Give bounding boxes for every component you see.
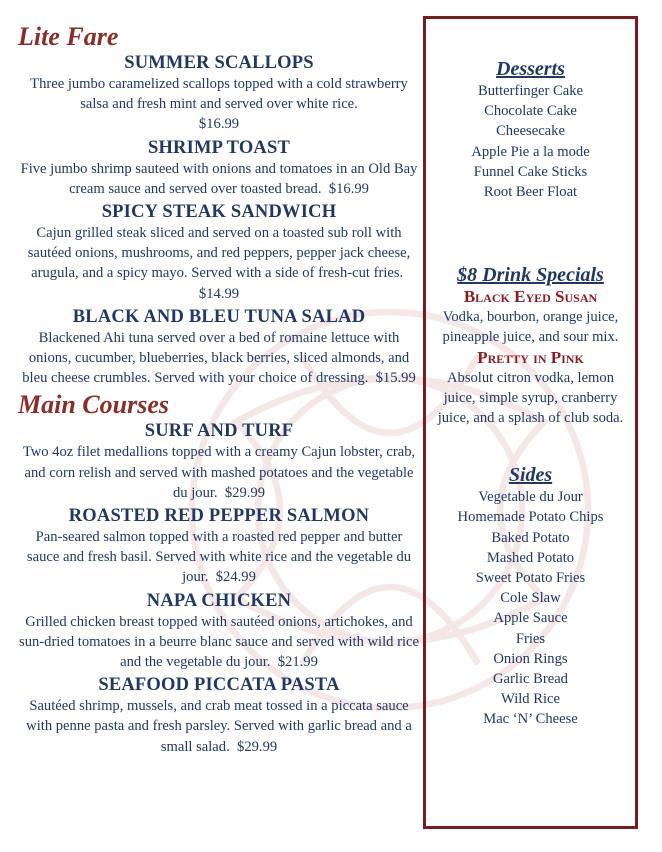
desserts-list <box>426 81 635 202</box>
drink-description: Absolut citron vodka, lemon juice, simple syrup, cranberry juice, and a splash of club soda. <box>437 369 624 427</box>
item-description: Sautéed shrimp, mussels, and crab meat tossed in a piccata sauce with penne pasta and fresh parsley. Served with garlic bread and a small salad. $29.99 <box>26 698 412 755</box>
drink-specials-heading: $8 Drink Specials <box>457 264 604 287</box>
item-name: SPICY STEAK SANDWICH <box>101 202 337 223</box>
item-description: Grilled chicken breast topped with sautéed onions, artichokes, and sun-dried tomatoes in a beurre blanc sauce and served with wild rice and the vegetable du jour. $21.99 <box>19 613 419 671</box>
menu-item <box>18 505 420 588</box>
menu-item <box>18 590 420 673</box>
item-description: Cajun grilled steak sliced and served on a toasted sub roll with sautéed onions, mushrooms, and red peppers, pepper jack cheese, arugula, and a spicy mayo. Served with a side of fresh-cut fries. $14.99 <box>27 225 411 302</box>
menu-item <box>18 306 420 389</box>
list-item: Cole Slaw <box>500 590 561 607</box>
list-item: Fries <box>515 630 546 647</box>
item-price: $21.99 <box>277 654 318 671</box>
list-item: Cheesecake <box>496 123 565 140</box>
sides-list <box>426 487 635 729</box>
menu-item <box>18 674 420 757</box>
list-item: Apple Sauce <box>493 610 568 627</box>
item-price: $16.99 <box>198 116 240 133</box>
item-price: $24.99 <box>215 569 256 586</box>
item-description: Pan-seared salmon topped with a roasted red pepper and butter sauce and fresh basil. Served with white rice and the vegetable du jour. $24.99 <box>26 529 412 586</box>
item-description: Three jumbo caramelized scallops topped with a cold strawberry salsa and fresh mint and served over white rice. $16.99 <box>30 76 408 133</box>
drink-description: Vodka, bourbon, orange juice, pineapple juice, and sour mix. <box>442 309 619 346</box>
list-item: Garlic Bread <box>493 671 568 688</box>
item-description: Blackened Ahi tuna served over a bed of romaine lettuce with onions, cucumber, blueberries, black berries, sliced almonds, and bleu cheese crumbles. Served with your choice of dressing. $15.99 <box>22 329 416 387</box>
item-name: SUMMER SCALLOPS <box>124 53 314 73</box>
menu-item <box>18 201 420 304</box>
item-price: $29.99 <box>224 484 266 501</box>
drink-name: Black Eyed Susan <box>463 287 598 307</box>
menu-item <box>18 52 420 135</box>
list-item: Butterfinger Cake <box>478 83 583 99</box>
item-description: Two 4oz filet medallions topped with a creamy Cajun lobster, crab, and corn relish and served with mashed potatoes and the vegetable du jour. $29.99 <box>22 444 416 501</box>
list-item: Baked Potato <box>491 529 570 546</box>
item-name: BLACK AND BLEU TUNA SALAD <box>72 306 366 327</box>
lite-fare-heading: Lite Fare <box>18 22 119 51</box>
item-name: NAPA CHICKEN <box>146 590 292 611</box>
sides-heading: Sides <box>508 464 553 487</box>
list-item: Funnel Cake Sticks <box>473 163 588 180</box>
list-item: Homemade Potato Chips <box>457 509 604 526</box>
list-item: Wild Rice <box>501 691 560 708</box>
item-name: SURF AND TURF <box>144 421 294 442</box>
item-name: ROASTED RED PEPPER SALMON <box>68 506 370 527</box>
item-price: $16.99 <box>328 180 369 197</box>
list-item: Root Beer Float <box>483 184 578 201</box>
list-item: Onion Rings <box>493 650 568 667</box>
sidebar-box <box>423 16 638 829</box>
list-item: Mac ‘N’ Cheese <box>483 711 578 728</box>
item-description: Five jumbo shrimp sauteed with onions and tomatoes in an Old Bay cream sauce and served over toasted bread. $16.99 <box>20 160 418 197</box>
list-item: Apple Pie a la mode <box>471 143 590 160</box>
list-item: Mashed Potato <box>486 549 575 566</box>
item-price: $14.99 <box>198 285 240 302</box>
menu-item <box>18 420 420 503</box>
main-courses-heading: Main Courses <box>18 390 169 420</box>
item-price: $29.99 <box>237 738 278 755</box>
list-item: Vegetable du Jour <box>478 489 583 506</box>
item-price: $15.99 <box>375 370 416 387</box>
list-item: Sweet Potato Fries <box>475 570 586 587</box>
item-name: SHRIMP TOAST <box>147 137 291 158</box>
drink-name: Pretty in Pink <box>477 347 584 367</box>
left-column <box>18 22 420 759</box>
desserts-heading: Desserts <box>496 58 565 80</box>
menu-item <box>18 137 420 199</box>
list-item: Chocolate Cake <box>484 103 577 120</box>
item-name: SEAFOOD PICCATA PASTA <box>98 675 340 696</box>
